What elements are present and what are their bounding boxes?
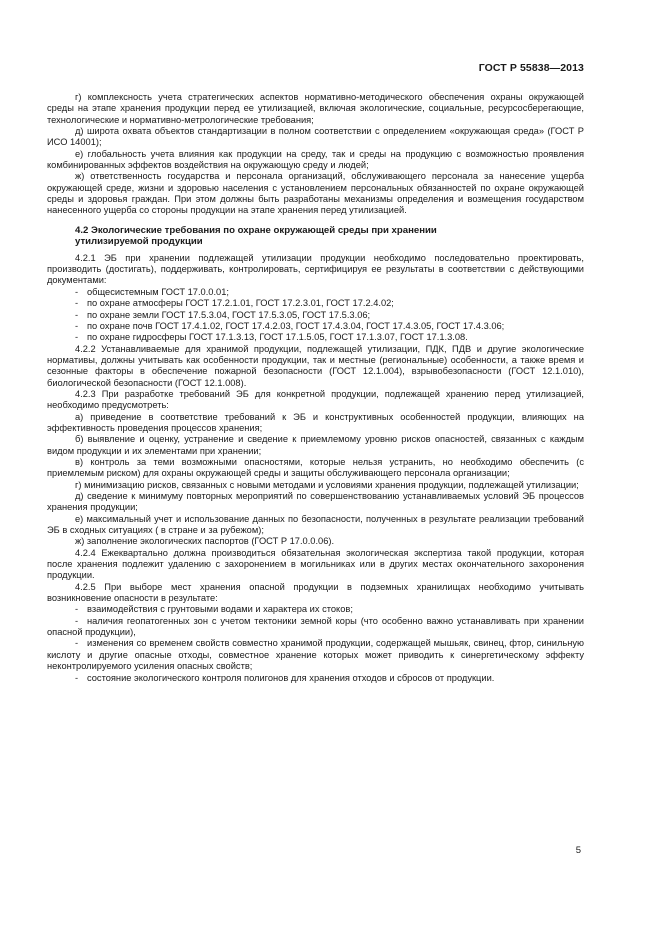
document-id-header: ГОСТ Р 55838—2013 <box>478 62 584 74</box>
list-item: ж) заполнение экологических паспортов (ГОСТ Р 17.0.0.06). <box>75 536 335 547</box>
list-item: - состояние экологического контроля полигонов для хранения отходов и сбросов от продукции. <box>75 672 495 683</box>
list-item: - наличия геопатогенных зон с учетом тектоники земной коры (что особенно важно устанавливать при хранении опасной продукции), <box>47 615 584 638</box>
paragraph-4-2-2: 4.2.2 Устанавливаемые для хранимой продукции, подлежащей утилизации, ПДК, ПДВ и другие экологические нормативы, должны учитывать как особенности продукции, так и местные (региональные) особенности, а также время и сезонные факторы в обеспечение пожарной безопасности (ГОСТ 12.1.004), взрывобезопасности (ГОСТ 12.1.010), биологической безопасности (ГОСТ 12.1.008). <box>47 343 584 388</box>
list-item: - по охране почв ГОСТ 17.4.1.02, ГОСТ 17.4.2.03, ГОСТ 17.4.3.04, ГОСТ 17.4.3.05, ГОСТ 17.4.3.06; <box>75 320 505 331</box>
paragraph-zh: ж) ответственность государства и персонала организаций, обслуживающего персонала за нанесение ущерба окружающей среде, жизни и здоровью населения с установлением персональных обязанностей по охране окружающей среды и здоровья граждан. При этом должны быть разработаны механизмы определения и возмещения государством нанесенного ущерба со стороны продукции на этапе хранения перед утилизацией. <box>47 171 584 216</box>
paragraph-d: д) широта охвата объектов стандартизации в полном соответствии с определением «окружающая среда» (ГОСТ Р ИСО 14001); <box>47 126 584 148</box>
section-heading-line2: утилизируемой продукции <box>75 236 203 248</box>
list-item: д) сведение к минимуму повторных мероприятий по совершенствованию устанавливаемых условий ЭБ процессов хранения продукции; <box>47 491 584 513</box>
page-number: 5 <box>575 845 581 856</box>
list-item: - по охране гидросферы ГОСТ 17.1.3.13, ГОСТ 17.1.5.05, ГОСТ 17.1.3.07, ГОСТ 17.1.3.08. <box>75 332 468 343</box>
paragraph-e: е) глобальность учета влияния как продукции на среду, так и среды на продукцию с возможностью проявления комбинированных эффектов воздействия на окружающую среду и людей; <box>47 148 584 171</box>
list-item: - изменения со временем свойств совместно хранимой продукции, содержащей мышьяк, свинец, фтор, синильную кислоту и другие опасные отходы, совместное хранение которых может приводить к синергетическому эффекту неконтролируемого усиления опасных свойств; <box>47 638 584 672</box>
list-item: - по охране земли ГОСТ 17.5.3.04, ГОСТ 17.5.3.05, ГОСТ 17.5.3.06; <box>75 309 371 320</box>
list-item: в) контроль за теми возможными опасностями, которые нельзя устранить, но необходимо обеспечить (с приемлемым риском) для охраны окружающей среды и защиты обслуживающего персонала организации; <box>47 456 584 479</box>
list-item: - взаимодействия с грунтовыми водами и характера их стоков; <box>75 604 353 615</box>
list-item: - общесистемным ГОСТ 17.0.0.01; <box>75 286 229 297</box>
list-item: - по охране атмосферы ГОСТ 17.2.1.01, ГОСТ 17.2.3.01, ГОСТ 17.2.4.02; <box>75 298 394 309</box>
list-item: г) минимизацию рисков, связанных с новыми методами и условиями хранения продукции, подлежащей утилизации; <box>75 479 579 490</box>
page-content <box>47 92 584 684</box>
list-item: б) выявление и оценку, устранение и сведение к приемлемому уровню рисков опасностей, связанных с каждым видом продукции и их элементами при хранении; <box>47 434 584 456</box>
paragraph-4-2-3: 4.2.3 При разработке требований ЭБ для конкретной продукции, подлежащей хранению перед утилизацией, необходимо предусмотреть: <box>47 388 584 411</box>
list-item: а) приведение в соответствие требований к ЭБ и конструктивных особенностей продукции, влияющих на эффективность проведения процессов хранения; <box>47 411 584 433</box>
paragraph-4-2-1: 4.2.1 ЭБ при хранении подлежащей утилизации продукции необходимо последовательно проектировать, производить (достигать), поддерживать, контролировать, сертифицируя ее результаты в соответствии с действующими документами: <box>47 252 584 286</box>
paragraph-4-2-5: 4.2.5 При выборе мест хранения опасной продукции в подземных хранилищах необходимо учитывать возникновение опасности в результате: <box>47 581 584 604</box>
paragraph-g: г) комплексность учета стратегических аспектов нормативно-методического обеспечения охраны окружающей среды на этапе хранения продукции перед ее утилизацией, включая экологические, социальные, ресурсосберегающие, технологические и нормативно-метрологические требования; <box>47 92 584 125</box>
section-heading-line1: 4.2 Экологические требования по охране окружающей среды при хранении <box>75 224 437 236</box>
list-item: е) максимальный учет и использование данных по безопасности, полученных в результате реализации требований ЭБ в сходных ситуациях ( в стране и за рубежом); <box>47 513 584 536</box>
paragraph-4-2-4: 4.2.4 Ежеквартально должна производиться обязательная экологическая экспертиза такой продукции, которая после хранения подлежит удалению с захоронением в могильниках или в других местах окончательного захоронения продукции. <box>47 547 584 581</box>
section-heading <box>47 225 584 248</box>
